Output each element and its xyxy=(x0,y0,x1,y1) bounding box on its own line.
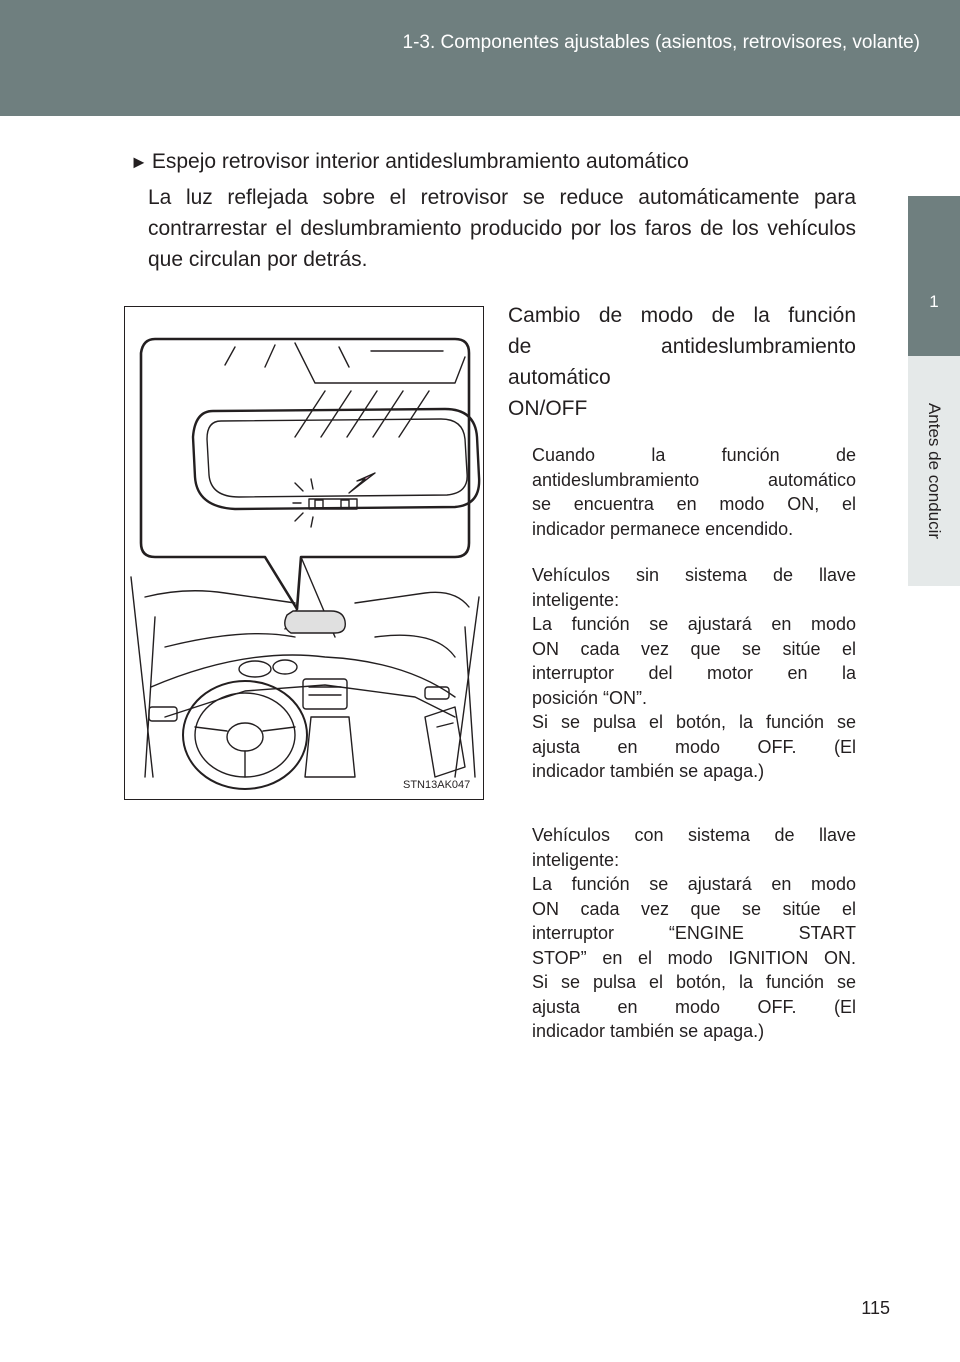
paragraph-line: inteligente: xyxy=(532,589,620,610)
paragraph-line: La función se ajustará en modo xyxy=(532,614,856,634)
paragraph-line: Cuando la función de xyxy=(532,445,856,465)
side-tab-label: Antes de conducir xyxy=(925,402,944,540)
mirror-illustration-drawing xyxy=(125,307,482,798)
triangle-bullet-icon: ► xyxy=(130,152,148,172)
paragraph-line: ON cada vez que se sitúe el xyxy=(532,638,856,659)
mode-title-line: Cambio de modo de la función xyxy=(508,304,856,327)
paragraph-line: Si se pulsa el botón, la función se xyxy=(532,972,856,992)
paragraph-line: ON cada vez que se sitúe el xyxy=(532,898,856,919)
paragraph-line: interruptor “ENGINE START xyxy=(532,923,856,943)
mode-paragraph-with-smart-key xyxy=(532,823,856,1044)
paragraph-line: indicador también se apaga.) xyxy=(532,761,765,781)
page-number: 115 xyxy=(861,1298,890,1318)
mode-title-line: automático xyxy=(508,366,611,389)
paragraph-line: indicador también se apaga.) xyxy=(532,1021,765,1041)
paragraph-line: inteligente: xyxy=(532,849,620,870)
paragraph-line: se encuentra en modo ON, el xyxy=(532,494,856,514)
paragraph-line: posición “ON”. xyxy=(532,687,648,708)
paragraph-line: antideslumbramiento automático xyxy=(532,469,856,490)
mode-paragraph-on xyxy=(532,443,856,541)
paragraph-line: ajusta en modo OFF. (El xyxy=(532,996,856,1017)
paragraph-line: indicador permanece encendido. xyxy=(532,518,794,539)
figure-code: STN13AK047 xyxy=(403,779,471,791)
page-header xyxy=(0,0,960,116)
intro-paragraph: La luz reflejada sobre el retrovisor se reduce automáticamente para contrarrestar el deslumbramiento producido por los faros de los vehículos que circulan por detrás. xyxy=(148,186,856,271)
paragraph-line: Vehículos sin sistema de llave xyxy=(532,565,856,585)
side-tab-number-block xyxy=(908,196,960,356)
chapter-title: 1-3. Componentes ajustables (asientos, retrovisores, volante) xyxy=(402,32,920,53)
paragraph-line: Si se pulsa el botón, la función se xyxy=(532,712,856,732)
mirror-illustration xyxy=(124,306,484,800)
paragraph-line: STOP” en el modo IGNITION ON. xyxy=(532,947,856,968)
paragraph-line: interruptor del motor en la xyxy=(532,663,856,683)
paragraph-line: La función se ajustará en modo xyxy=(532,874,856,894)
paragraph-line: ajusta en modo OFF. (El xyxy=(532,736,856,757)
section-heading xyxy=(130,150,689,174)
paragraph-line: Vehículos con sistema de llave xyxy=(532,825,856,845)
mode-title-line: de antideslumbramiento xyxy=(508,335,856,358)
section-heading-text: Espejo retrovisor interior antideslumbramiento automático xyxy=(151,150,689,173)
mode-paragraph-without-smart-key xyxy=(532,563,856,784)
mode-title xyxy=(508,300,856,424)
side-tab-number: 1 xyxy=(929,292,939,311)
mode-title-line: ON/OFF xyxy=(508,397,588,420)
